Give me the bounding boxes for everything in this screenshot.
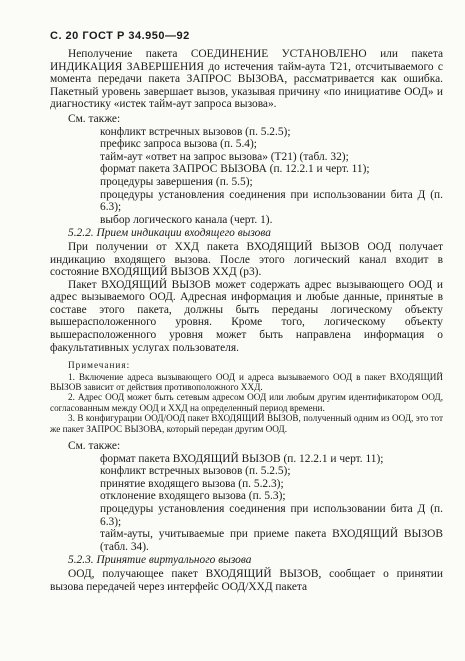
- notes-label: Примечания:: [68, 360, 131, 371]
- list-item: конфликт встречных вызовов (п. 5.2.5);: [100, 465, 291, 478]
- see-also-list-2: [100, 453, 443, 554]
- list-item: тайм-аут «ответ на запрос вызова» (Т21) (табл. 32);: [100, 150, 349, 163]
- list-item: конфликт встречных вызовов (п. 5.2.5);: [100, 125, 291, 138]
- note-item: 1. Включение адреса вызывающего ООД и адреса вызываемого ООД в пакет ВХОДЯЩИЙ ВЫЗОВ зависит от действия противоположного ХХД.: [50, 371, 443, 393]
- note-item: 2. Адрес ООД может быть сетевым адресом ООД или любым другим идентификатором ООД, согласованным между ООД и ХХД на определенный период времени.: [50, 392, 443, 413]
- note-item: 3. В конфигурации ООД/ООД пакет ВХОДЯЩИЙ ВЫЗОВ, полученный одним из ООД, это тот же пакет ЗАПРОС ВЫЗОВА, который передан другим ООД.: [50, 413, 443, 434]
- list-item: процедуры завершения (п. 5.5);: [100, 175, 253, 188]
- list-item: префикс запроса вызова (п. 5.4);: [100, 138, 257, 151]
- list-item: отклонение входящего вызова (п. 5.3);: [100, 490, 286, 503]
- list-item: формат пакета ЗАПРОС ВЫЗОВА (п. 12.2.1 и черт. 11);: [100, 163, 370, 176]
- list-item: принятие входящего вызова (п. 5.2.3);: [100, 477, 284, 490]
- see-also-label: См. также:: [68, 112, 121, 125]
- see-also-list-1: [100, 126, 443, 227]
- list-item: тайм-ауты, учитываемые при приеме пакета ВХОДЯЩИЙ ВЫЗОВ (табл. 34).: [100, 528, 443, 553]
- paragraph-incoming-call-content: Пакет ВХОДЯЩИЙ ВЫЗОВ может содержать адрес вызывающего ООД и адрес вызываемого ООД. Адресная информация и любые данные, принятые в составе этого пакета, должны быть переданы логическому объекту вышерасположенного уровня. Кроме того, логическому объекту вышерасположенного уровня может быть направлена информация о факультативных услугах пользователя.: [50, 278, 443, 354]
- list-item: процедуры установления соединения при использовании бита Д (п. 6.3);: [100, 503, 443, 528]
- section-heading-5-2-2: 5.2.2. Прием индикации входящего вызова: [68, 227, 271, 240]
- list-item: выбор логического канала (черт. 1).: [100, 213, 273, 226]
- list-item: процедуры установления соединения при использовании бита Д (п. 6.3);: [100, 188, 443, 214]
- paragraph-timeout-error: Неполучение пакета СОЕДИНЕНИЕ УСТАНОВЛЕНО или пакета ИНДИКАЦИЯ ЗАВЕРШЕНИЯ до истечения тайм-аута Т21, отсчитываемого с момента передачи пакета ЗАПРОС ВЫЗОВА, рассматривается как ошибка. Пакетный уровень завершает вызов, указывая причину «по инициативе ООД» и диагностику «истек тайм-аут запроса вызова».: [50, 48, 443, 111]
- paragraph-call-acceptance: ООД, получающее пакет ВХОДЯЩИЙ ВЫЗОВ, сообщает о принятии вызова передачей через интерфейс ООД/ХХД пакета: [50, 568, 443, 593]
- page-header: С. 20 ГОСТ Р 34.950—92: [50, 30, 190, 42]
- see-also-label: См. также:: [68, 440, 121, 453]
- paragraph-incoming-call: При получении от ХХД пакета ВХОДЯЩИЙ ВЫЗОВ ООД получает индикацию входящего вызова. После этого логический канал входит в состояние ВХОДЯЩИЙ ВЫЗОВ ХХД (р3).: [50, 240, 443, 279]
- list-item: формат пакета ВХОДЯЩИЙ ВЫЗОВ (п. 12.2.1 и черт. 11);: [100, 452, 384, 465]
- section-heading-5-2-3: 5.2.3. Принятие виртуального вызова: [68, 554, 252, 567]
